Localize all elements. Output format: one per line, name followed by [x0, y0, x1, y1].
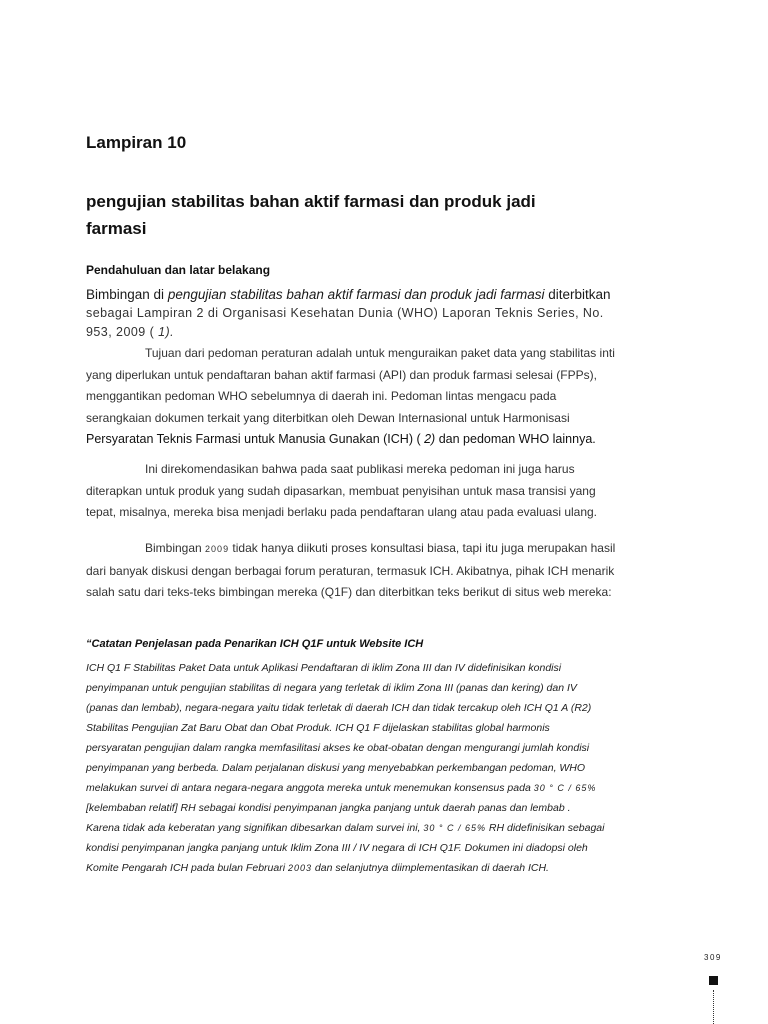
quote-block [86, 658, 696, 878]
paragraph-line [86, 538, 691, 561]
page-title [86, 188, 686, 242]
text-run: diterbitkan [544, 287, 611, 302]
paragraph-line: tepat, misalnya, mereka bisa menjadi berlaku pada pendaftaran ulang atau pada evaluasi ulang. [86, 505, 598, 519]
paragraph-line: Tujuan dari pedoman peraturan adalah untuk menguraikan paket data yang stabilitas inti [145, 346, 615, 360]
paragraph-line: dari banyak diskusi dengan berbagai forum peraturan, termasuk ICH. Akibatnya, pihak ICH menarik [86, 563, 615, 578]
paragraph-line: salah satu dari teks-teks bimbingan mereka (Q1F) dan diterbitkan teks berikut di situs web mereka: [86, 585, 612, 599]
paragraph-line: Ini direkomendasikan bahwa pada saat publikasi mereka pedoman ini juga harus [145, 462, 575, 476]
quote-line: (panas dan lembab), negara-negara yaitu tidak terletak di daerah ICH dan tidak tercakup oleh ICH Q1 A (R2) [86, 702, 592, 714]
small-caps-run: 30 ° C / 65% [533, 783, 597, 793]
text-run: Bimbingan [145, 541, 206, 555]
italic-run: pengujian stabilitas bahan aktif farmasi dan produk jadi farmasi [167, 287, 545, 302]
quote-line [86, 858, 696, 878]
paragraph-line: menggantikan pedoman WHO sebelumnya di daerah ini. Pedoman lintas mengacu pada [86, 389, 557, 403]
body-paragraph-3 [86, 538, 691, 604]
text-run: Komite Pengarah ICH pada bulan Februari [86, 862, 288, 874]
quote-line: kondisi penyimpanan jangka panjang untuk Iklim Zona III / IV negara di ICH Q1F. Dokumen ini diadopsi oleh [86, 842, 588, 854]
quote-line: [kelembaban relatif] RH sebagai kondisi penyimpanan jangka panjang untuk daerah panas dan lembab . [86, 802, 571, 814]
page-marker-square [709, 976, 718, 985]
quote-line: penyimpanan untuk pengujian stabilitas di negara yang terletak di iklim Zona III (panas dan kering) dan IV [86, 682, 577, 694]
small-caps-run: 30 ° C / 65% [423, 823, 486, 833]
small-caps-run: 2003 [287, 863, 312, 873]
intro-line [86, 285, 686, 304]
title-line: farmasi [86, 219, 147, 238]
italic-run: 1). [158, 325, 175, 339]
paragraph-line: serangkaian dokumen terkait yang diterbitkan oleh Dewan Internasional untuk Harmonisasi [86, 410, 570, 425]
text-run: Persyaratan Teknis Farmasi untuk Manusia Gunakan (ICH) ( [86, 432, 425, 446]
text-run: Karena tidak ada keberatan yang signifikan dibesarkan dalam survei ini, [86, 822, 424, 834]
title-line: pengujian stabilitas bahan aktif farmasi dan produk jadi [86, 192, 536, 211]
quote-line [86, 818, 696, 838]
quote-line: persyaratan pengujian dalam rangka memfasilitasi akses ke obat-obatan dengan mengurangi jumlah kondisi [86, 742, 590, 754]
section-heading: Pendahuluan dan latar belakang [86, 263, 271, 277]
italic-run: 2) [424, 432, 436, 446]
body-paragraph-2 [86, 459, 691, 524]
paragraph-line: diterapkan untuk produk yang sudah dipasarkan, membuat penyisihan untuk masa transisi yang [86, 483, 596, 498]
page-marker-dots [713, 990, 714, 1024]
text-run: dan selanjutnya diimplementasikan di daerah ICH. [311, 862, 549, 874]
text-run: tidak hanya diikuti proses konsultasi biasa, tapi itu juga merupakan hasil [229, 541, 616, 555]
paragraph-line [86, 429, 691, 451]
intro-line [86, 323, 686, 342]
text-run: melakukan survei di antara negara-negara anggota mereka untuk menemukan konsensus pada [86, 782, 534, 794]
quote-line: ICH Q1 F Stabilitas Paket Data untuk Aplikasi Pendaftaran di iklim Zona III dan IV didefinisikan kondisi [86, 662, 562, 674]
small-caps-run: 2009 [205, 544, 230, 554]
paragraph-line: yang diperlukan untuk pendaftaran bahan aktif farmasi (API) dan produk farmasi selesai (FPPs), [86, 367, 597, 382]
text-run: RH didefinisikan sebagai [486, 822, 605, 834]
text-run: 953, 2009 ( [86, 325, 159, 339]
quote-heading: “Catatan Penjelasan pada Penarikan ICH Q1F untuk Website ICH [86, 638, 424, 650]
text-run: Bimbingan di [86, 287, 168, 302]
intro-line: sebagai Lampiran 2 di Organisasi Kesehatan Dunia (WHO) Laporan Teknis Series, No. [86, 306, 604, 320]
text-run: dan pedoman WHO lainnya. [435, 432, 596, 446]
appendix-heading: Lampiran 10 [86, 133, 187, 152]
intro-paragraph [86, 285, 686, 342]
page-number: 309 [704, 953, 722, 962]
body-paragraph-1 [86, 343, 691, 451]
quote-line [86, 778, 696, 798]
quote-line: Stabilitas Pengujian Zat Baru Obat dan Obat Produk. ICH Q1 F dijelaskan stabilitas global harmonis [86, 722, 550, 734]
quote-line: penyimpanan yang berbeda. Dalam perjalanan diskusi yang menyebabkan perkembangan pedoman, WHO [86, 762, 586, 774]
